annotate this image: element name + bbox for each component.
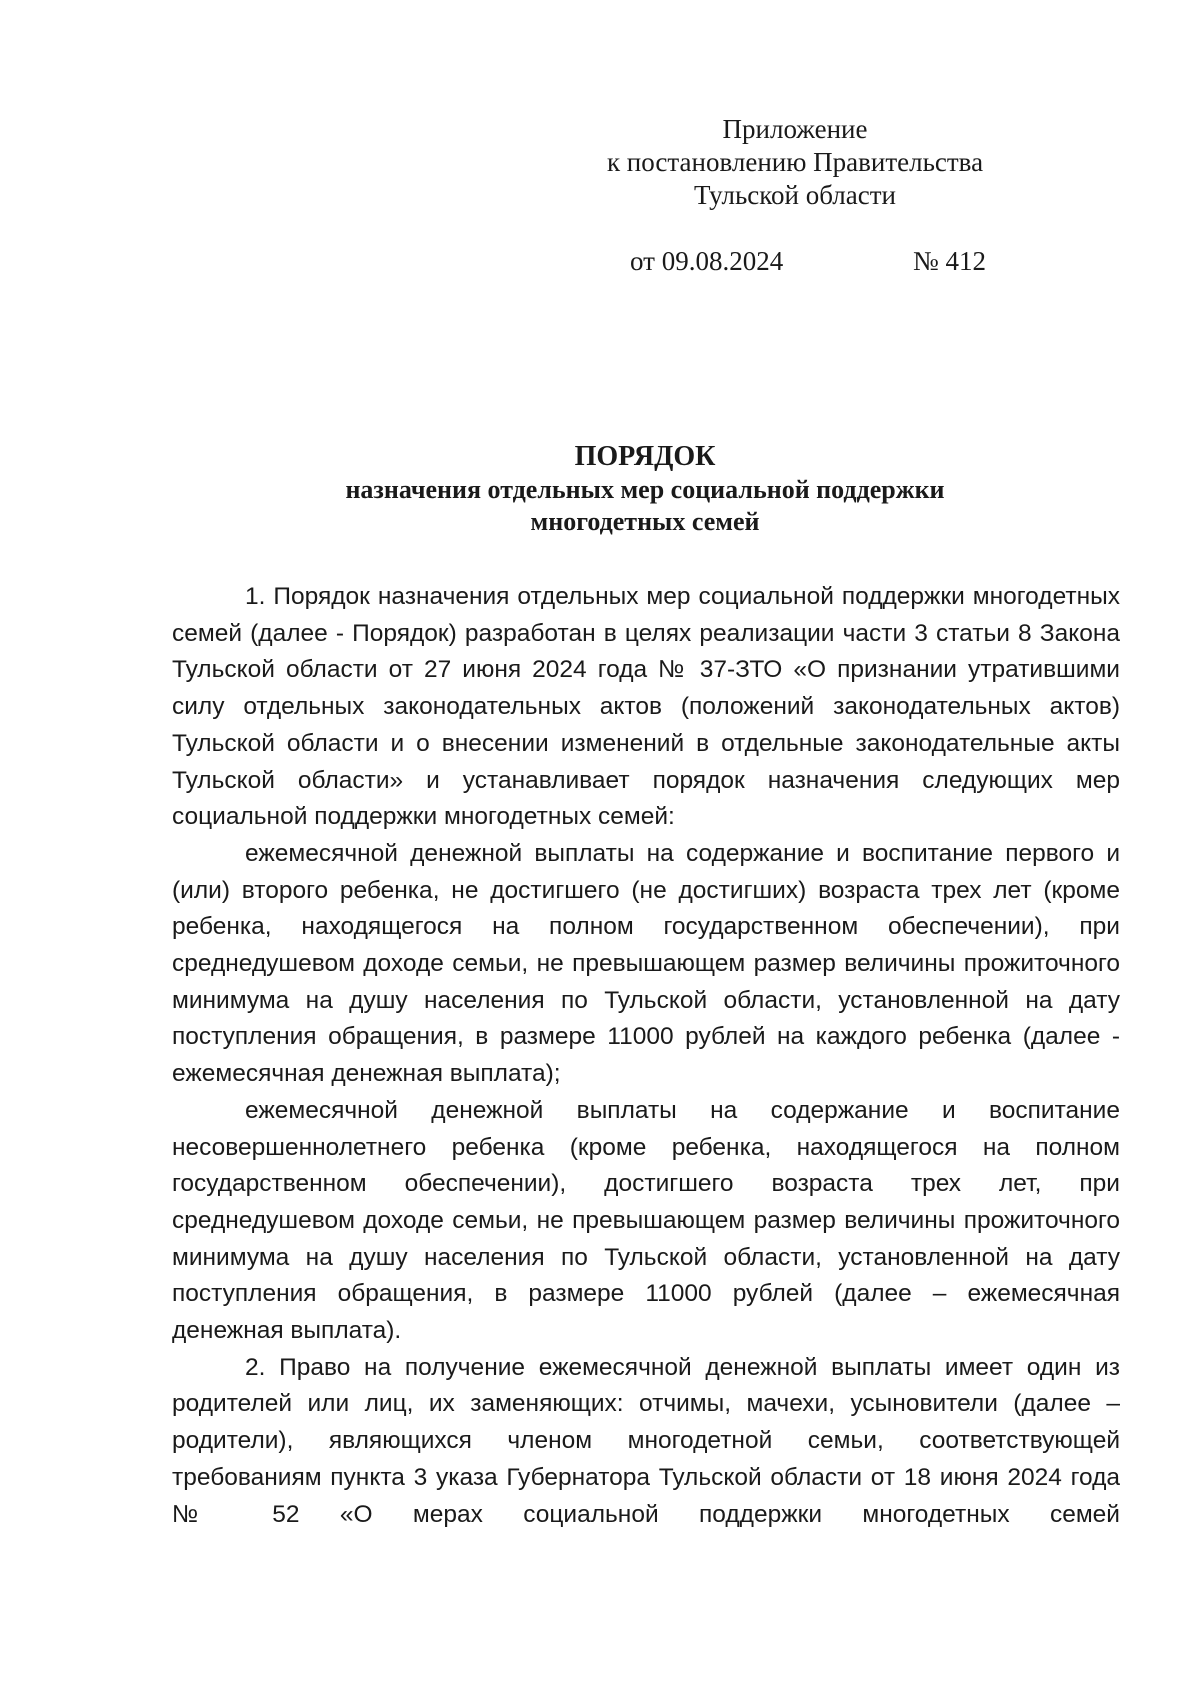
decree-number: № 412	[913, 246, 987, 276]
paragraph-1: 1. Порядок назначения отдельных мер социальной поддержки многодетных семей (далее - Порядок) разработан в целях реализации части 3 статьи 8 Закона Тульской области от 27 июня 2024 года № 37-ЗТО «О признании утратившими силу отдельных законодательных актов (положений законодательных актов) Тульской области и о внесении изменений в отдельные законодательные акты Тульской области» и устанавливает порядок назначения следующих мер социальной поддержки многодетных семей:	[172, 583, 1120, 831]
appendix-header	[560, 113, 1030, 212]
appendix-label: Приложение	[722, 114, 868, 144]
decree-date: от 09.08.2024	[630, 246, 784, 276]
paragraph-3: ежемесячной денежной выплаты на содержание и воспитание несовершеннолетнего ребенка (кроме ребенка, находящегося на полном государственном обеспечении), достигшего возраста трех лет, при среднедушевом доходе семьи, не превышающем размер величины прожиточного минимума на душу населения по Тульской области, установленной на дату поступления обращения, в размере 11000 рублей (далее – ежемесячная денежная выплата).	[172, 1096, 1120, 1345]
title-main: ПОРЯДОК	[574, 441, 716, 472]
appendix-decree-ref: к постановлению Правительства	[606, 147, 984, 177]
paragraph-2: ежемесячной денежной выплаты на содержание и воспитание первого и (или) второго ребенка, не достигшего (не достигших) возраста трех лет (кроме ребенка, находящегося на полном государственном обеспечении), при среднедушевом доходе семьи, не превышающем размер величины прожиточного минимума на душу населения по Тульской области, установленной на дату поступления обращения, в размере 11000 рублей на каждого ребенка (далее - ежемесячная денежная выплата);	[172, 839, 1120, 1088]
title-subtitle-line1: назначения отдельных мер социальной поддержки	[345, 475, 945, 504]
document-body	[172, 579, 1120, 1533]
title-subtitle-line2: многодетных семей	[530, 507, 760, 536]
appendix-region: Тульской области	[694, 180, 896, 210]
paragraph-4: 2. Право на получение ежемесячной денежной выплаты имеет один из родителей или лиц, их заменяющих: отчимы, мачехи, усыновители (далее – родители), являющихся членом многодетной семьи, соответствующей требованиям пункта 3 указа Губернатора Тульской области от 18 июня 2024 года № 52 «О мерах социальной поддержки многодетных семей	[172, 1353, 1120, 1528]
document-title	[170, 440, 1120, 538]
